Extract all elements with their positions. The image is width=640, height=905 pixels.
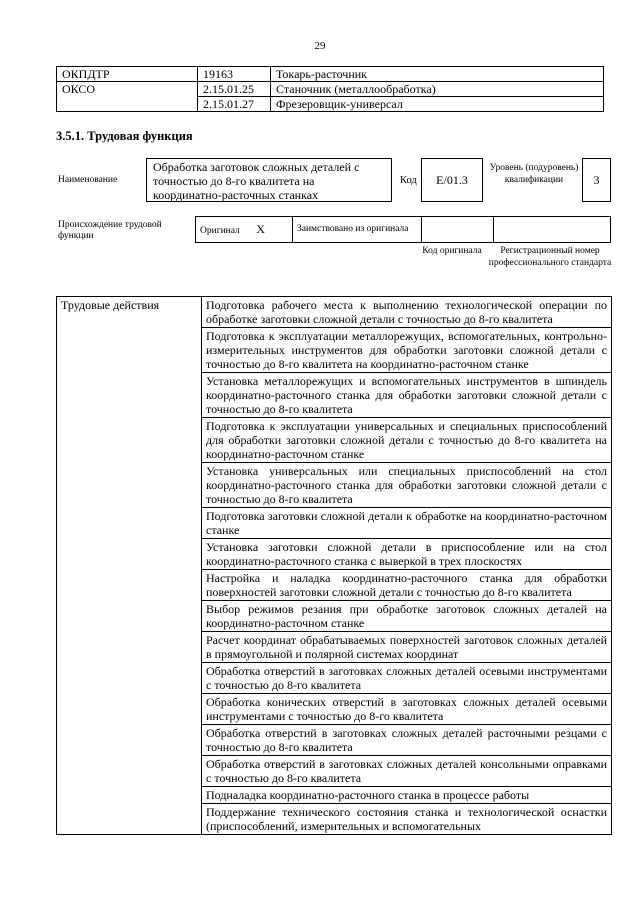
labor-action-item: Подготовка к эксплуатации металлорежущих, вспомогательных, контрольно-измерительных инструментов для обработки заготовки сложной детали с точностью до 8-го квалитета на координатно-расточном станке <box>202 328 612 373</box>
labor-action-item: Настройка и наладка координатно-расточного станка для обработки поверхностей заготовки сложной детали с точностью до 8-го квалитета <box>202 570 612 601</box>
origin-grid <box>195 216 611 243</box>
qualification-level: 3 <box>582 158 611 202</box>
labor-action-item: Установка универсальных или специальных приспособлений на стол координатно-расточного станка для обработки заготовки сложной детали с точностью до 8-го квалитета <box>202 463 612 508</box>
labor-action-item: Установка заготовки сложной детали в приспособление или на стол координатно-расточного станка с выверкой в трех плоскостях <box>202 539 612 570</box>
labor-actions-table <box>56 296 612 835</box>
function-code: E/01.3 <box>421 158 483 202</box>
labor-action-item: Обработка отверстий в заготовках сложных деталей расточными резцами с точностью до 8-го квалитета <box>202 725 612 756</box>
labor-action-item: Подналадка координатно-расточного станка в процессе работы <box>202 787 612 804</box>
labor-action-item: Подготовка к эксплуатации универсальных и специальных приспособлений для обработки заготовки сложной детали с точностью до 8-го квалитета на координатно-расточном станке <box>202 418 612 463</box>
code-label: ОКСО <box>57 82 198 112</box>
code-original-cell <box>422 217 494 243</box>
original-cell <box>196 217 293 243</box>
table-row <box>57 82 604 97</box>
code-name: Станочник (металлообработка) <box>271 82 604 97</box>
code-value: 19163 <box>198 67 271 82</box>
table-row <box>57 67 604 82</box>
code-label: ОКПДТР <box>57 67 198 82</box>
section-title: 3.5.1. Трудовая функция <box>56 129 193 143</box>
page-number: 29 <box>314 40 326 52</box>
name-label: Наименование <box>58 175 118 185</box>
code-name: Фрезеровщик-универсал <box>271 97 604 112</box>
labor-action-item: Обработка отверстий в заготовках сложных деталей консольными оправками с точностью до 8-го квалитета <box>202 756 612 787</box>
labor-action-item: Расчет координат обрабатываемых поверхностей заготовок сложных деталей в прямоугольной и полярной системах координат <box>202 632 612 663</box>
code-original-label: Код оригинала <box>422 246 482 256</box>
labor-action-item: Подготовка заготовки сложной детали к обработке на координатно-расточном станке <box>202 508 612 539</box>
code-value: 2.15.01.27 <box>198 97 271 112</box>
code-name: Токарь-расточник <box>271 67 604 82</box>
labor-action-item: Обработка конических отверстий в заготовках сложных деталей осевыми инструментами с точностью до 8-го квалитета <box>202 694 612 725</box>
table-row <box>57 297 612 328</box>
original-label: Оригинал <box>200 226 240 236</box>
table-row <box>196 217 611 243</box>
classifier-codes-table <box>56 66 604 112</box>
labor-action-item: Выбор режимов резания при обработке заготовок сложных деталей на координатно-расточном станке <box>202 601 612 632</box>
function-name: Обработка заготовок сложных деталей с точностью до 8-го квалитета на координатно-расточных станках <box>146 158 392 202</box>
qualification-level-label: Уровень (подуровень) квалификации <box>489 163 579 185</box>
labor-action-item: Поддержание технического состояния станка и технологической оснастки (приспособлений, измерительных и вспомогательных <box>202 804 612 835</box>
origin-label: Происхождение трудовой функции <box>58 220 162 241</box>
reg-number-label: Регистрационный номер профессионального стандарта <box>488 246 612 268</box>
original-mark: X <box>256 222 265 236</box>
labor-action-item: Подготовка рабочего места к выполнению технологической операции по обработке заготовки сложной детали с точностью до 8-го квалитета <box>202 297 612 328</box>
reg-number-cell <box>494 217 611 243</box>
labor-action-item: Обработка отверстий в заготовках сложных деталей осевыми инструментами с точностью до 8-го квалитета <box>202 663 612 694</box>
code-value: 2.15.01.25 <box>198 82 271 97</box>
labor-action-item: Установка металлорежущих и вспомогательных инструментов в шпиндель координатно-расточного станка для обработки заготовки сложной детали с точностью до 8-го квалитета <box>202 373 612 418</box>
borrowed-label: Заимствовано из оригинала <box>293 217 422 243</box>
code-label: Код <box>400 175 417 186</box>
labor-actions-category: Трудовые действия <box>57 297 202 835</box>
